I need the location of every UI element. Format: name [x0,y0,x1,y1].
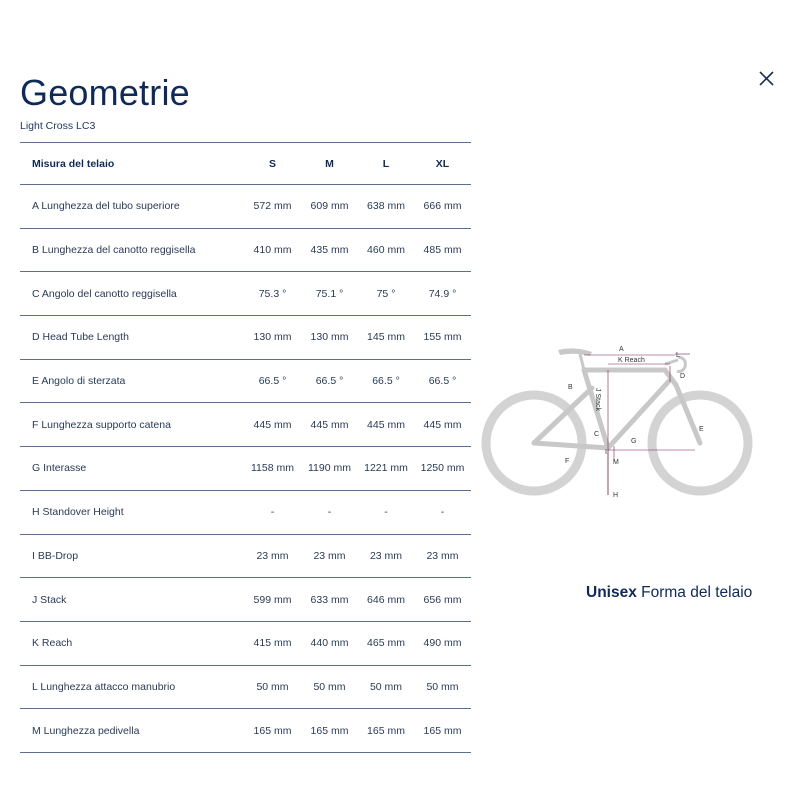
row-value-xl: 66.5 ° [414,359,471,403]
row-value-xl: 490 mm [414,621,471,665]
table-row [20,621,471,665]
row-value-xl: 1250 mm [414,447,471,491]
row-value-l: 460 mm [358,228,414,272]
row-value-s: 410 mm [244,228,301,272]
table-row [20,490,471,534]
table-row [20,447,471,491]
size-header-m: M [301,143,358,185]
row-value-l: 638 mm [358,185,414,229]
label-c: C [594,431,600,438]
row-value-xl: 155 mm [414,316,471,360]
table-row [20,665,471,709]
row-value-s: 599 mm [244,578,301,622]
label-d: D [680,373,686,380]
row-value-l: 465 mm [358,621,414,665]
row-value-l: 50 mm [358,665,414,709]
frame-type-text: Forma del telaio [636,584,753,601]
row-value-m: 66.5 ° [301,359,358,403]
row-value-s: - [244,490,301,534]
row-value-l: 445 mm [358,403,414,447]
row-value-xl: - [414,490,471,534]
row-value-l: 23 mm [358,534,414,578]
label-a: A [619,346,624,353]
frame-type-label [586,584,752,602]
size-header-xl: XL [414,143,471,185]
table-row [20,534,471,578]
row-value-m: 435 mm [301,228,358,272]
row-label: C Angolo del canotto reggisella [20,272,244,316]
label-m: M [613,459,619,466]
row-value-s: 165 mm [244,709,301,753]
row-label: L Lunghezza attacco manubrio [20,665,244,709]
row-label: K Reach [20,621,244,665]
row-value-xl: 165 mm [414,709,471,753]
close-icon[interactable] [752,64,780,92]
seatpost [580,354,584,370]
row-value-m: - [301,490,358,534]
table-row [20,272,471,316]
row-label: G Interasse [20,447,244,491]
row-value-s: 50 mm [244,665,301,709]
row-label: I BB-Drop [20,534,244,578]
label-i: I [605,449,607,456]
row-value-xl: 74.9 ° [414,272,471,316]
label-l: L [676,352,680,359]
row-value-m: 50 mm [301,665,358,709]
row-value-s: 66.5 ° [244,359,301,403]
label-f: F [565,458,570,465]
row-value-m: 633 mm [301,578,358,622]
row-value-s: 572 mm [244,185,301,229]
bike-frame [534,370,700,448]
row-value-l: 1221 mm [358,447,414,491]
row-value-l: 165 mm [358,709,414,753]
page-title: Geometrie [20,72,190,113]
row-label: B Lunghezza del canotto reggisella [20,228,244,272]
row-label: F Lunghezza supporto catena [20,403,244,447]
stem [665,360,678,364]
row-value-m: 445 mm [301,403,358,447]
row-value-l: - [358,490,414,534]
label-b: B [568,384,573,391]
table-row [20,359,471,403]
geometry-table [20,142,471,753]
row-label: E Angolo di sterzata [20,359,244,403]
row-value-xl: 50 mm [414,665,471,709]
row-value-m: 23 mm [301,534,358,578]
table-row [20,316,471,360]
bike-geometry-diagram [480,340,760,510]
row-value-s: 445 mm [244,403,301,447]
row-value-m: 609 mm [301,185,358,229]
row-value-s: 130 mm [244,316,301,360]
row-value-m: 165 mm [301,709,358,753]
row-value-l: 646 mm [358,578,414,622]
size-header-l: L [358,143,414,185]
row-value-m: 1190 mm [301,447,358,491]
label-j: J Stack [594,388,601,411]
row-value-xl: 445 mm [414,403,471,447]
row-label: J Stack [20,578,244,622]
table-header-row [20,143,471,185]
size-header-s: S [244,143,301,185]
page-subtitle: Light Cross LC3 [20,120,96,132]
row-value-l: 75 ° [358,272,414,316]
row-label: A Lunghezza del tubo superiore [20,185,244,229]
label-g: G [631,438,637,445]
row-value-s: 23 mm [244,534,301,578]
row-label: D Head Tube Length [20,316,244,360]
row-value-l: 145 mm [358,316,414,360]
table-row [20,403,471,447]
row-value-m: 130 mm [301,316,358,360]
table-row [20,578,471,622]
row-value-m: 440 mm [301,621,358,665]
label-h: H [613,492,619,499]
table-row [20,709,471,753]
label-k: K Reach [618,357,645,364]
row-value-xl: 23 mm [414,534,471,578]
row-label: M Lunghezza pedivella [20,709,244,753]
table-row [20,228,471,272]
handlebar [677,357,685,372]
row-value-s: 415 mm [244,621,301,665]
row-value-s: 1158 mm [244,447,301,491]
row-value-m: 75.1 ° [301,272,358,316]
row-label: H Standover Height [20,490,244,534]
row-value-s: 75.3 ° [244,272,301,316]
frame-type-bold: Unisex [586,584,637,601]
row-value-xl: 485 mm [414,228,471,272]
label-e: E [699,426,704,433]
frame-size-header: Misura del telaio [20,143,244,185]
row-value-xl: 666 mm [414,185,471,229]
row-value-xl: 656 mm [414,578,471,622]
table-row [20,185,471,229]
row-value-l: 66.5 ° [358,359,414,403]
